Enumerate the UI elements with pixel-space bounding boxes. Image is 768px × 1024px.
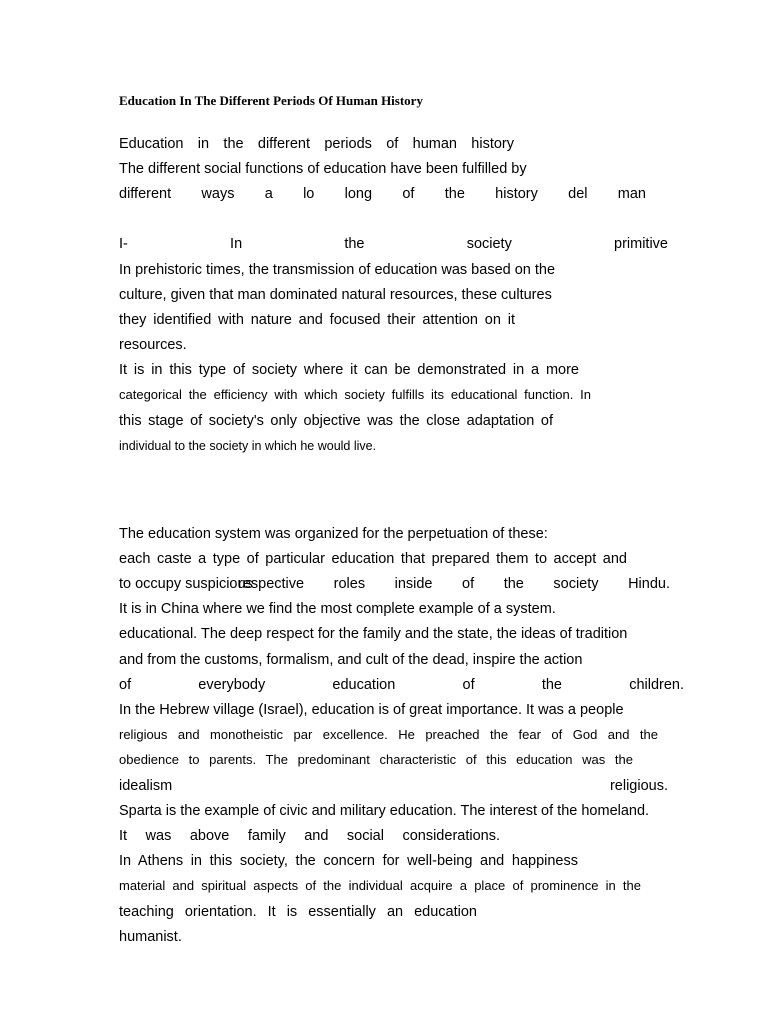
text-line: It is in China where we find the most complete example of a system. <box>119 601 556 617</box>
text-line: to occupy suspicious <box>119 576 253 592</box>
text-line: of everybody education of the children. <box>119 677 684 693</box>
text-line: idealism religious. <box>119 778 668 794</box>
text-line: The education system was organized for the perpetuation of these: <box>119 526 548 542</box>
text-line: humanist. <box>119 929 182 945</box>
text-line: It was above family and social considerations. <box>119 828 500 844</box>
text-line: resources. <box>119 337 187 353</box>
text-line: individual to the society in which he would live. <box>119 439 377 453</box>
text-line: educational. The deep respect for the family and the state, the ideas of tradition <box>119 626 628 642</box>
text-line: In Athens in this society, the concern for well-being and happiness <box>119 853 578 869</box>
text-line: In prehistoric times, the transmission of education was based on the <box>119 262 556 278</box>
text-line: and from the customs, formalism, and cult of the dead, inspire the action <box>119 652 583 668</box>
text-line: religious and monotheistic par excellence. He preached the fear of God and the <box>119 727 658 742</box>
text-line: obedience to parents. The predominant characteristic of this education was the <box>119 752 633 767</box>
text-line: It is in this type of society where it can be demonstrated in a more <box>119 362 579 378</box>
text-line: culture, given that man dominated natural resources, these cultures <box>119 287 552 303</box>
text-line: Sparta is the example of civic and military education. The interest of the homeland. <box>119 803 650 819</box>
text-line: respective roles inside of the society Hindu. <box>238 576 670 592</box>
text-line: categorical the efficiency with which society fulfills its educational function. In <box>119 387 591 402</box>
text-line: Education in the different periods of human history <box>119 136 514 152</box>
text-line: each caste a type of particular education that prepared them to accept and <box>119 551 627 567</box>
text-line: they identified with nature and focused their attention on it <box>119 312 515 328</box>
text-line: different ways a lo long of the history del man <box>119 186 646 202</box>
section-heading: I- In the society primitive <box>119 236 668 252</box>
document-title: Education In The Different Periods Of Human History <box>119 93 423 108</box>
text-line: The different social functions of education have been fulfilled by <box>119 161 527 177</box>
text-line: this stage of society's only objective was the close adaptation of <box>119 413 553 429</box>
text-line: In the Hebrew village (Israel), education is of great importance. It was a people <box>119 702 624 718</box>
text-line: material and spiritual aspects of the individual acquire a place of prominence in the <box>119 878 641 893</box>
text-line: teaching orientation. It is essentially an education <box>119 904 477 920</box>
